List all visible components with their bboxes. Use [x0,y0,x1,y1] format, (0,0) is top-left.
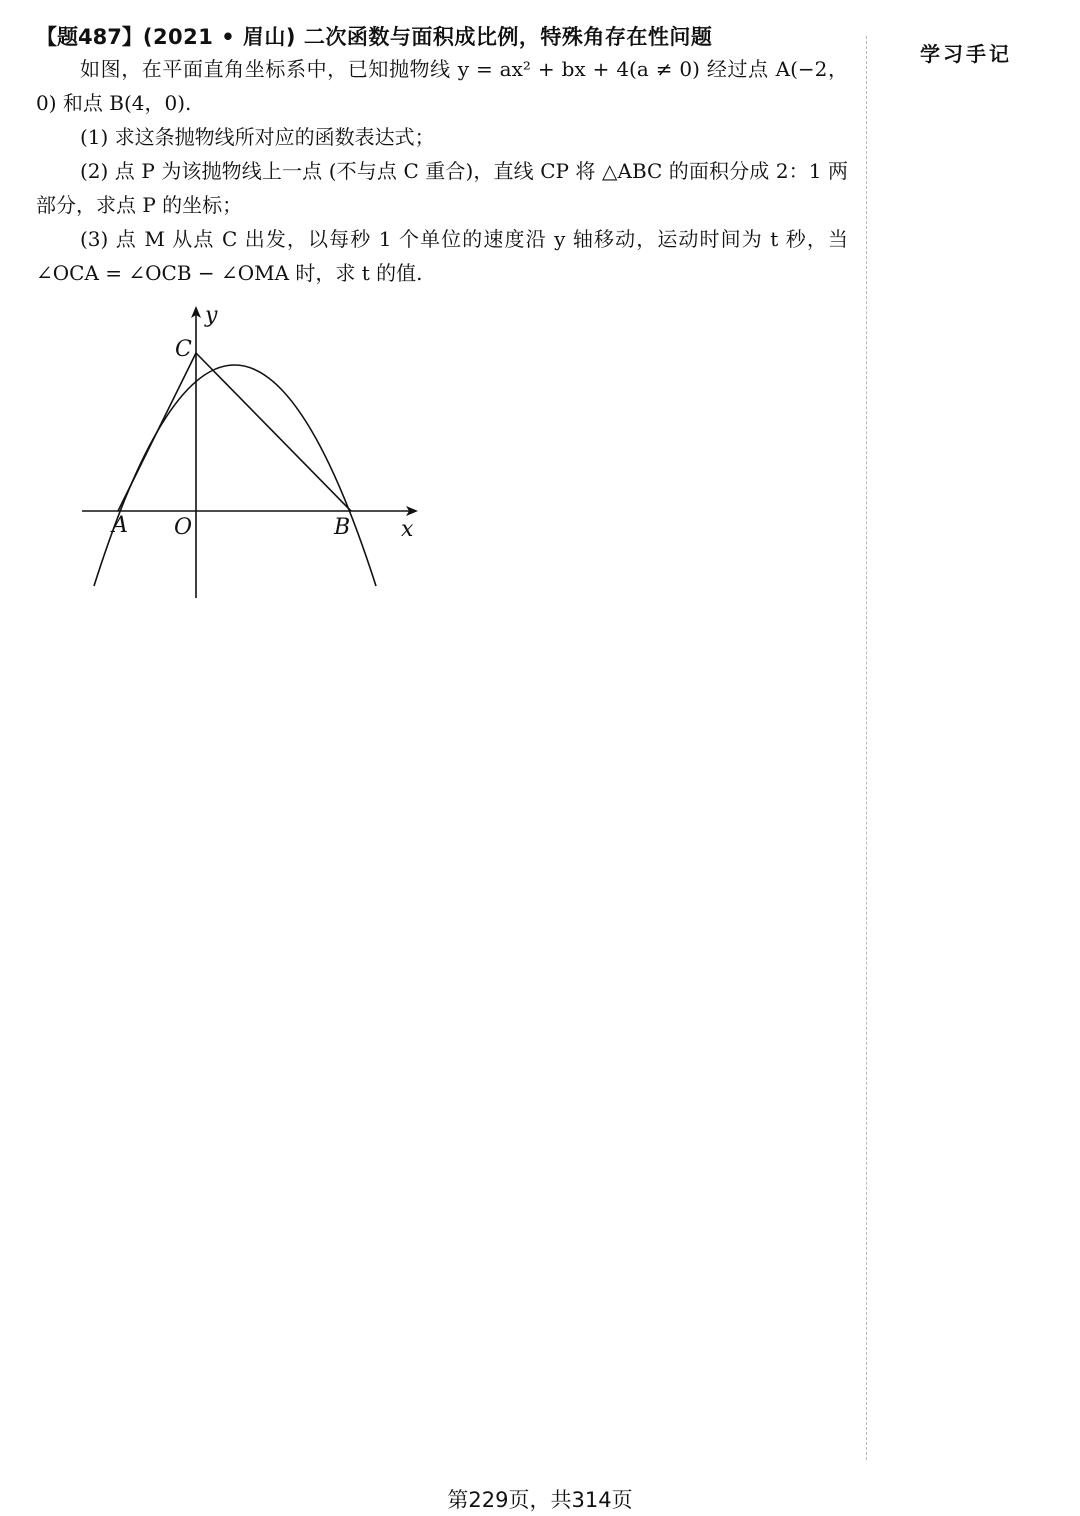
label-y-axis: y [205,303,218,328]
problem-intro: 如图，在平面直角坐标系中，已知抛物线 y = ax² + bx + 4(a ≠ 0) 经过点 A(−2，0) 和点 B(4，0). [36,57,848,115]
question-part-1: (1) 求这条抛物线所对应的函数表达式； [80,125,435,149]
problem-source-topic: (2021 • 眉山) 二次函数与面积成比例，特殊角存在性问题 [142,25,713,49]
problem-header [36,22,848,52]
sidebar-divider [866,36,867,1460]
segment-cb [196,353,351,511]
label-x-axis: x [401,517,414,542]
problem-block [36,22,848,290]
coordinate-diagram [36,298,436,608]
notes-sidebar-title: 学习手记 [920,42,1012,66]
label-point-o: O [174,515,193,540]
segment-ca [118,353,196,511]
label-point-c: C [175,337,192,362]
label-point-b: B [334,515,351,540]
parabola-figure [36,298,436,608]
problem-tag: 【题487】 [36,25,143,49]
page-footer: 第229页，共314页 [447,1488,633,1512]
question-part-2: (2) 点 P 为该抛物线上一点 (不与点 C 重合)，直线 CP 将 △ABC 的面积分成 2：1 两部分，求点 P 的坐标； [36,159,848,217]
question-part-3: (3) 点 M 从点 C 出发，以每秒 1 个单位的速度沿 y 轴移动，运动时间为 t 秒，当 ∠OCA = ∠OCB − ∠OMA 时，求 t 的值. [36,227,848,285]
label-point-a: A [112,513,128,538]
